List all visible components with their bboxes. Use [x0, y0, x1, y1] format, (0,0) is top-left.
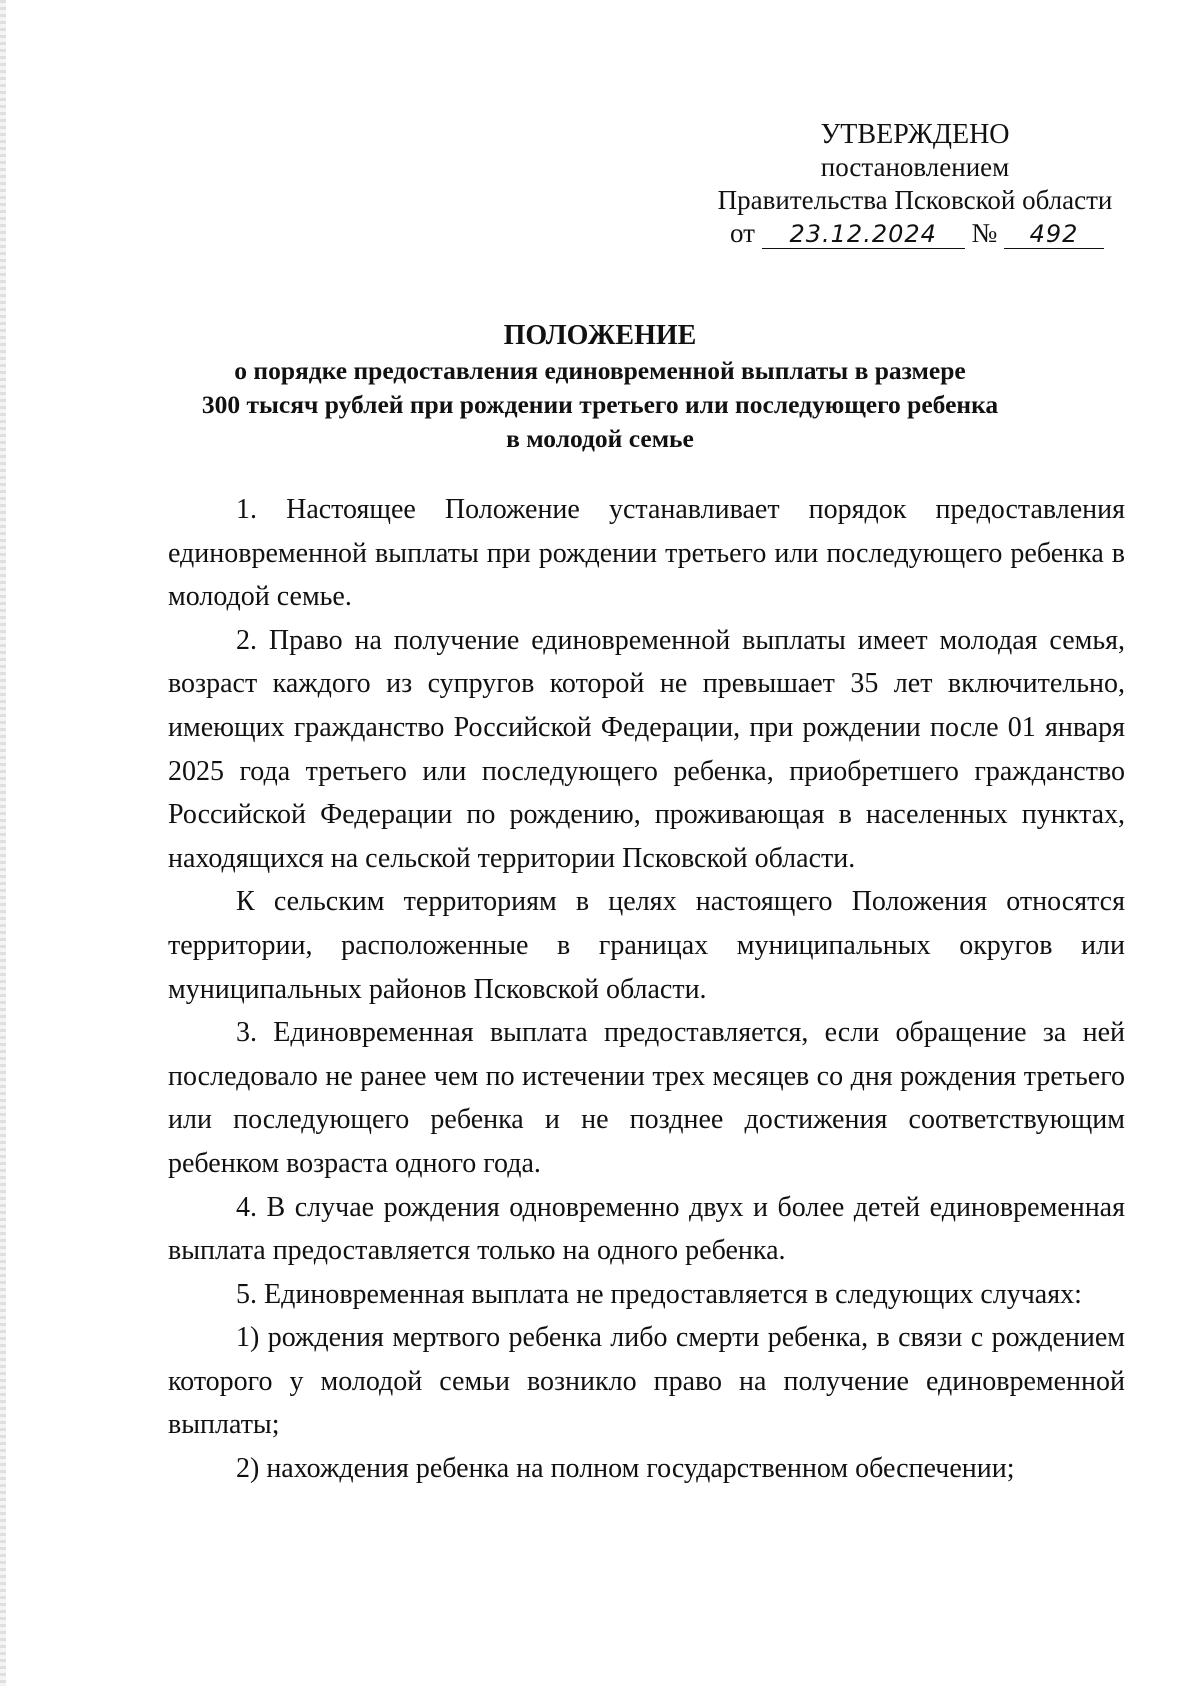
document-subtitle-line-3: в молодой семье	[506, 424, 694, 453]
paragraph-4: 4. В случае рождения одновременно двух и более детей единовременная выплата предоставляется только на одного ребенка.	[168, 1191, 1125, 1267]
handwritten-number: 492	[1004, 221, 1104, 249]
paragraph-5-item-1: 1) рождения мертвого ребенка либо смерти ребенка, в связи с рождением которого у молодой семьи возникло право на получение единовременной выплаты;	[168, 1322, 1125, 1441]
document-subtitle-line-2: 300 тысяч рублей при рождении третьего или последующего ребенка	[201, 390, 999, 419]
approval-line-resolution: постановлением	[820, 152, 1010, 182]
paragraph-5-item-2: 2) нахождения ребенка на полном государственном обеспечении;	[236, 1453, 1015, 1485]
approval-stamp-block	[700, 118, 1130, 250]
scan-edge-artifact	[0, 0, 6, 1686]
document-title: ПОЛОЖЕНИЕ	[503, 320, 697, 351]
paragraph-rural-territories: К сельским территориям в целях настоящего Положения относятся территории, расположенные в границах муниципальных округов или муниципальных районов Псковской области.	[168, 886, 1125, 1005]
document-body	[168, 488, 1125, 1491]
paragraph-5: 5. Единовременная выплата не предоставляется в следующих случаях:	[236, 1278, 1082, 1310]
number-prefix: №	[971, 218, 998, 248]
approval-date-line	[700, 217, 1130, 250]
date-prefix: от	[730, 218, 755, 248]
document-subtitle-line-1: о порядке предоставления единовременной выплаты в размере	[234, 356, 966, 385]
document-heading	[100, 318, 1100, 456]
paragraph-2: 2. Право на получение единовременной выплаты имеет молодая семья, возраст каждого из супругов которой не превышает 35 лет включительно, имеющих гражданство Российской Федерации, при рождении после 01 января 2025 года третьего или последующего ребенка, приобретшего гражданство Российской Федерации по рождению, проживающая в населенных пунктах, находящихся на сельской территории Псковской области.	[168, 624, 1125, 874]
paragraph-3: 3. Единовременная выплата предоставляется, если обращение за ней последовало не ранее чем по истечении трех месяцев со дня рождения третьего или последующего ребенка и не позднее достижения соответствующим ребенком возраста одного года.	[168, 1017, 1125, 1179]
handwritten-date: 23.12.2024	[762, 221, 965, 249]
paragraph-1: 1. Настоящее Положение устанавливает порядок предоставления единовременной выплаты при рождении третьего или последующего ребенка в молодой семье.	[168, 494, 1125, 613]
approval-line-government: Правительства Псковской области	[717, 185, 1113, 215]
approval-title: УТВЕРЖДЕНО	[820, 119, 1010, 150]
